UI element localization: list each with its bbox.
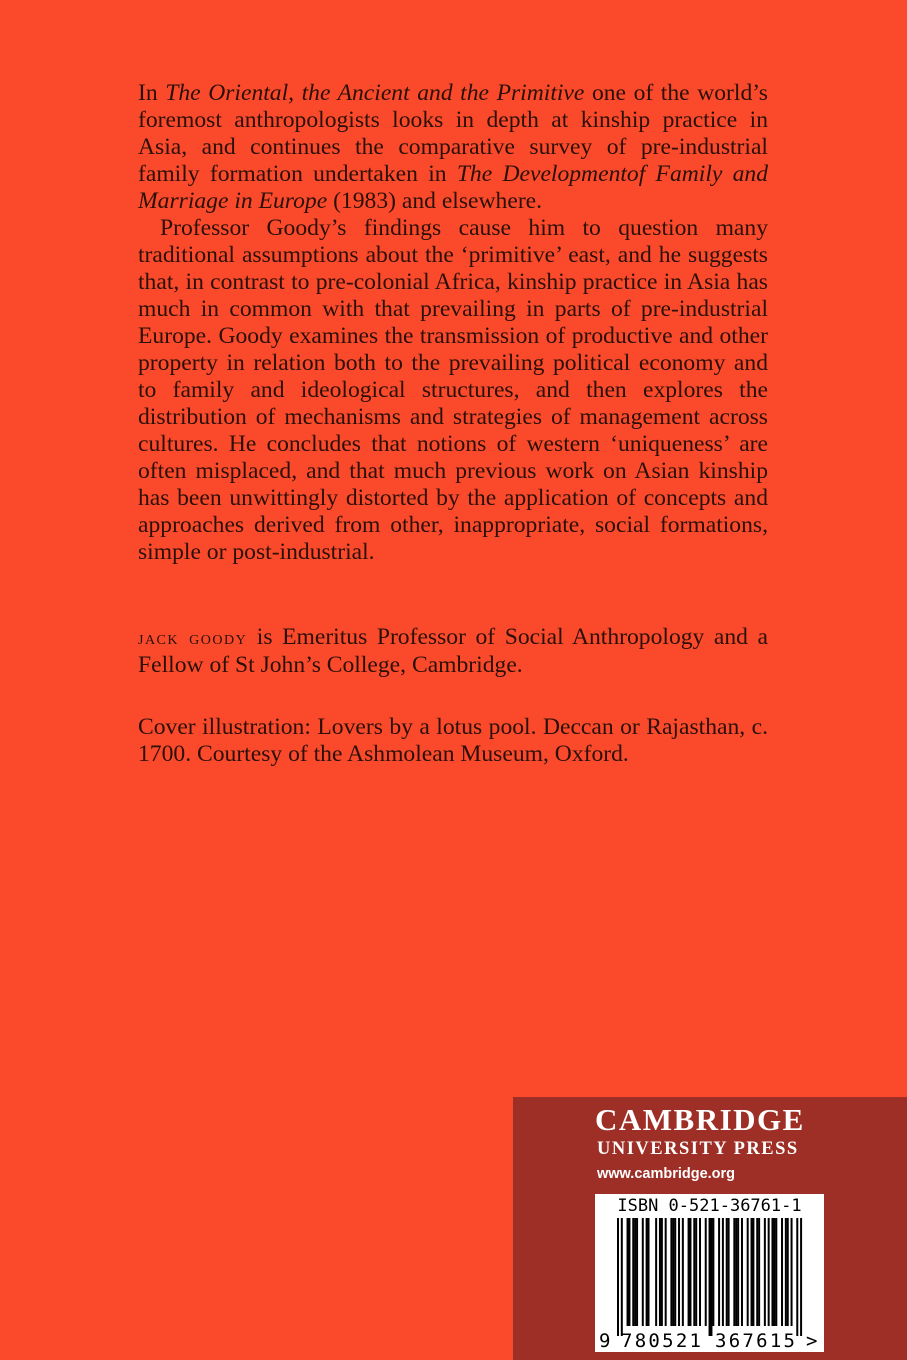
publisher-subtitle: UNIVERSITY PRESS <box>597 1139 799 1159</box>
barcode-bar <box>682 1218 684 1326</box>
barcode-bar <box>768 1218 770 1326</box>
barcode-bar <box>791 1218 793 1326</box>
barcode-bar <box>693 1218 695 1326</box>
barcode-bar <box>726 1218 728 1326</box>
barcode-box <box>595 1194 824 1352</box>
barcode-bar <box>722 1218 724 1326</box>
barcode-bar <box>752 1218 754 1326</box>
cover-illustration-credit: Cover illustration: Lovers by a lotus pool. Deccan or Rajasthan, c. 1700. Courtesy of the Ashmolean Museum, Oxford. <box>138 714 768 767</box>
author-name: jack goody <box>138 627 248 649</box>
barcode-bar <box>764 1218 766 1326</box>
barcode-icon <box>595 1194 824 1352</box>
barcode-bar <box>735 1218 737 1326</box>
barcode-bar <box>733 1218 735 1326</box>
barcode-bar <box>785 1218 787 1326</box>
blurb-end: (1983) and elsewhere. <box>327 188 543 214</box>
barcode-bar <box>678 1218 680 1326</box>
barcode-bar <box>665 1218 667 1326</box>
barcode-bar <box>621 1218 623 1336</box>
related-book-title: The Developmentof Family and Marriage in Europe <box>138 161 769 214</box>
blurb-paragraph-2: Professor Goody’s findings cause him to question many traditional assumptions about the ‘primitive’ east, and he suggests that, in contrast to pre-colonial Africa, kinship practice in Asia has much in common with that prevailing in parts of pre-industrial Europe. Goody examines the transmission of productive and other property in relation both to the prevailing political economy and to family and ideological structures, and then explores the distribution of mechanisms and strategies of management across cultures. He concludes that notions of western ‘uniqueness’ are often misplaced, and that much previous work on Asian kinship has been unwittingly distorted by the application of concepts and approaches derived from other, inappropriate, social formations, simple or post-industrial. <box>138 215 768 565</box>
barcode-bar <box>628 1218 630 1326</box>
author-bio-text: is Emeritus Professor of Social Anthropology and a Fellow of St John’s College, Cambridge. <box>138 624 768 678</box>
barcode-bar <box>695 1218 697 1326</box>
barcode-first-digit: 9 <box>599 1330 611 1352</box>
barcode-bar <box>775 1218 777 1326</box>
barcode-bar <box>636 1218 638 1326</box>
barcode-bar <box>781 1218 783 1326</box>
barcode-bar <box>787 1218 789 1326</box>
barcode-bar <box>712 1218 714 1326</box>
barcode-bar <box>674 1218 676 1326</box>
blurb-intro: In <box>138 80 166 106</box>
barcode-bar <box>688 1218 690 1326</box>
barcode-bar <box>796 1218 798 1336</box>
barcode-bar <box>672 1218 674 1326</box>
barcode-bar <box>800 1218 802 1336</box>
barcode-bar <box>705 1218 707 1326</box>
barcode-bar <box>661 1218 663 1326</box>
barcode-arrow: > <box>806 1330 818 1352</box>
barcode-bar <box>771 1218 773 1326</box>
barcode-bar <box>741 1218 743 1326</box>
barcode-bar <box>670 1218 672 1326</box>
barcode-bar <box>728 1218 730 1326</box>
blurb-paragraph-1 <box>138 80 768 215</box>
back-cover-blurb <box>138 80 768 566</box>
publisher-url: www.cambridge.org <box>597 1166 736 1182</box>
barcode-bar <box>689 1218 691 1326</box>
barcode-bar <box>634 1218 636 1326</box>
author-bio <box>138 624 768 679</box>
barcode-bar <box>648 1218 650 1326</box>
blurb-middle: one of the world’s foremost anthropologists looks in depth at kinship practice in Asia, and continues the comparative survey of pre-industrial family formation undertaken in <box>138 80 768 187</box>
publisher-name: CAMBRIDGE <box>595 1102 805 1137</box>
barcode-bar <box>699 1218 701 1326</box>
isbn-label: ISBN 0-521-36761-1 <box>617 1196 802 1216</box>
barcode-bar <box>758 1218 760 1326</box>
barcode-group-1: 780521 <box>621 1330 701 1352</box>
barcode-bar <box>737 1218 739 1326</box>
barcode-bar <box>709 1218 711 1336</box>
barcode-bar <box>710 1218 712 1336</box>
barcode-bar <box>627 1218 629 1326</box>
barcode-bar <box>773 1218 775 1326</box>
barcode-bar <box>632 1218 634 1326</box>
barcode-bar <box>646 1218 648 1326</box>
book-title: The Oriental, the Ancient and the Primitive <box>165 80 585 106</box>
barcode-group-2: 367615 <box>715 1330 795 1352</box>
barcode-bar <box>655 1218 657 1326</box>
publisher-panel <box>513 1097 907 1360</box>
barcode-bar <box>747 1218 749 1326</box>
barcode-bar <box>617 1218 619 1336</box>
barcode-bar <box>751 1218 753 1326</box>
barcode-bar <box>659 1218 661 1326</box>
barcode-bar <box>756 1218 758 1326</box>
barcode-bar <box>718 1218 720 1326</box>
barcode-bar <box>642 1218 644 1326</box>
